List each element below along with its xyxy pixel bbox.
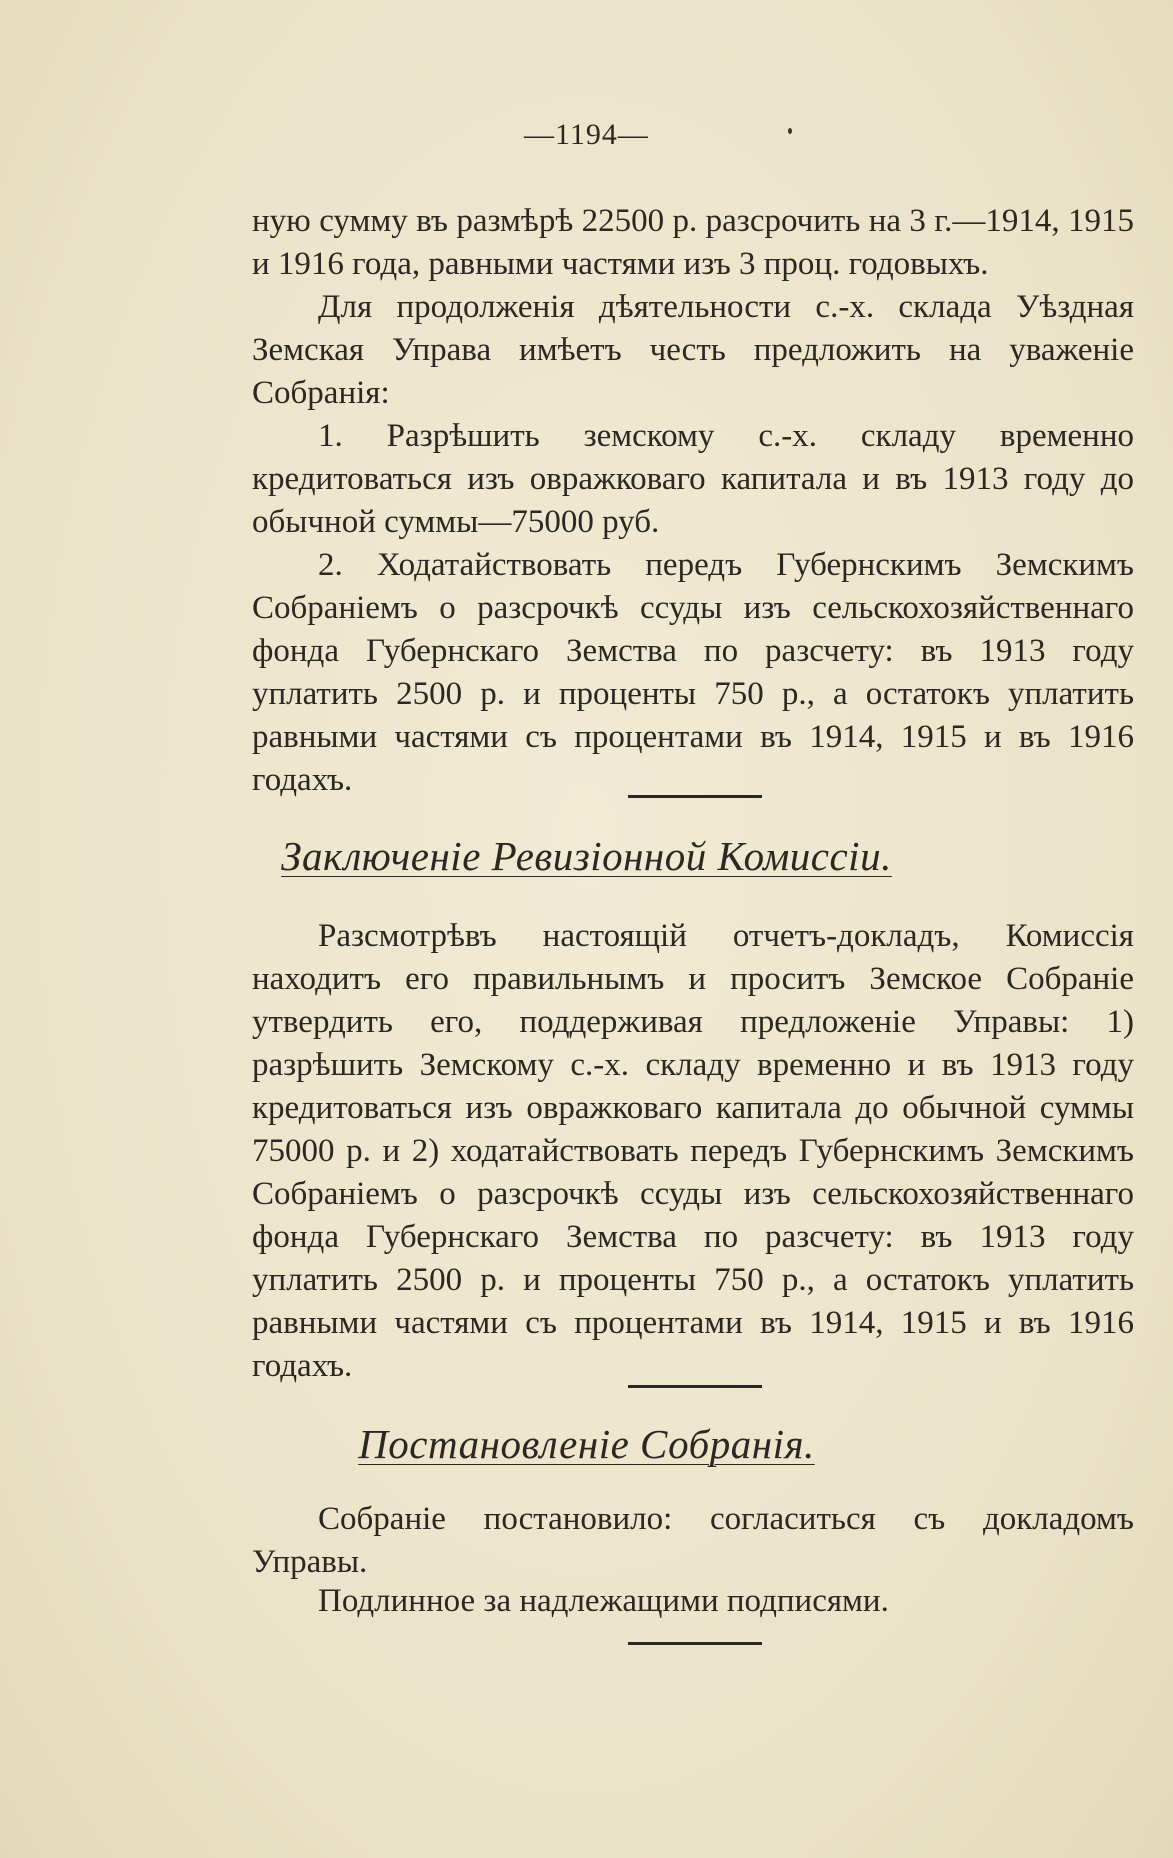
heading-revision-commission: Заключеніе Ревизіонной Комиссіи. <box>281 833 892 879</box>
page-number: —1194— <box>524 118 649 151</box>
section-commission-conclusion <box>252 915 1134 1388</box>
paragraph-item-1: 1. Разрѣшить земскому с.-х. складу временно кредитоваться изъ овражковаго капитала и въ 1913 году до обычной суммы—75000 руб. <box>252 418 1134 540</box>
paragraph-item-2: 2. Ходатайствовать передъ Губернскимъ Земскимъ Собраніемъ о разсрочкѣ ссуды изъ сельскохозяйственнаго фонда Губернскаго Земства по разсчету: въ 1913 году уплатить 2500 р. и проценты 750 р., а остатокъ уплатить равными частями съ процентами въ 1914, 1915 и въ 1916 годахъ. <box>252 547 1134 798</box>
section-divider-2 <box>628 1385 762 1388</box>
paragraph-carryover: ную сумму въ размѣрѣ 22500 р. разсрочить на 3 г.—1914, 1915 и 1916 года, равными частями изъ 3 проц. годовыхъ. <box>252 203 1134 282</box>
section-proposal <box>252 200 1134 802</box>
heading-assembly-resolution: Постановленіе Собранія. <box>358 1421 815 1467</box>
section-divider-1 <box>628 795 762 798</box>
paragraph-signature-note: Подлинное за надлежащими подписями. <box>318 1583 889 1619</box>
section-signature-note <box>252 1580 1134 1623</box>
section-divider-3 <box>628 1642 762 1645</box>
ink-speck <box>788 128 792 134</box>
section-assembly-resolution <box>252 1498 1134 1584</box>
paragraph-commission-conclusion: Разсмотрѣвъ настоящій отчетъ-докладъ, Комиссія находитъ его правильнымъ и проситъ Земское Собраніе утвердить его, поддерживая предложеніе Управы: 1) разрѣшить Земскому с.-х. складу временно и въ 1913 году кредитоваться изъ овражковаго капитала до обычной суммы 75000 р. и 2) ходатайствовать передъ Губернскимъ Земскимъ Собраніемъ о разсрочкѣ ссуды изъ сельскохозяйственнаго фонда Губернскаго Земства по разсчету: въ 1913 году уплатить 2500 р. и проценты 750 р., а остатокъ уплатить равными частями съ процентами въ 1914, 1915 и въ 1916 годахъ. <box>252 918 1134 1384</box>
paragraph-resolution: Собраніе постановило: согласиться съ докладомъ Управы. <box>252 1501 1134 1580</box>
paragraph-proposal-intro: Для продолженія дѣятельности с.-х. склада Уѣздная Земская Управа имѣетъ честь предложить на уваженіе Собранія: <box>252 289 1134 411</box>
